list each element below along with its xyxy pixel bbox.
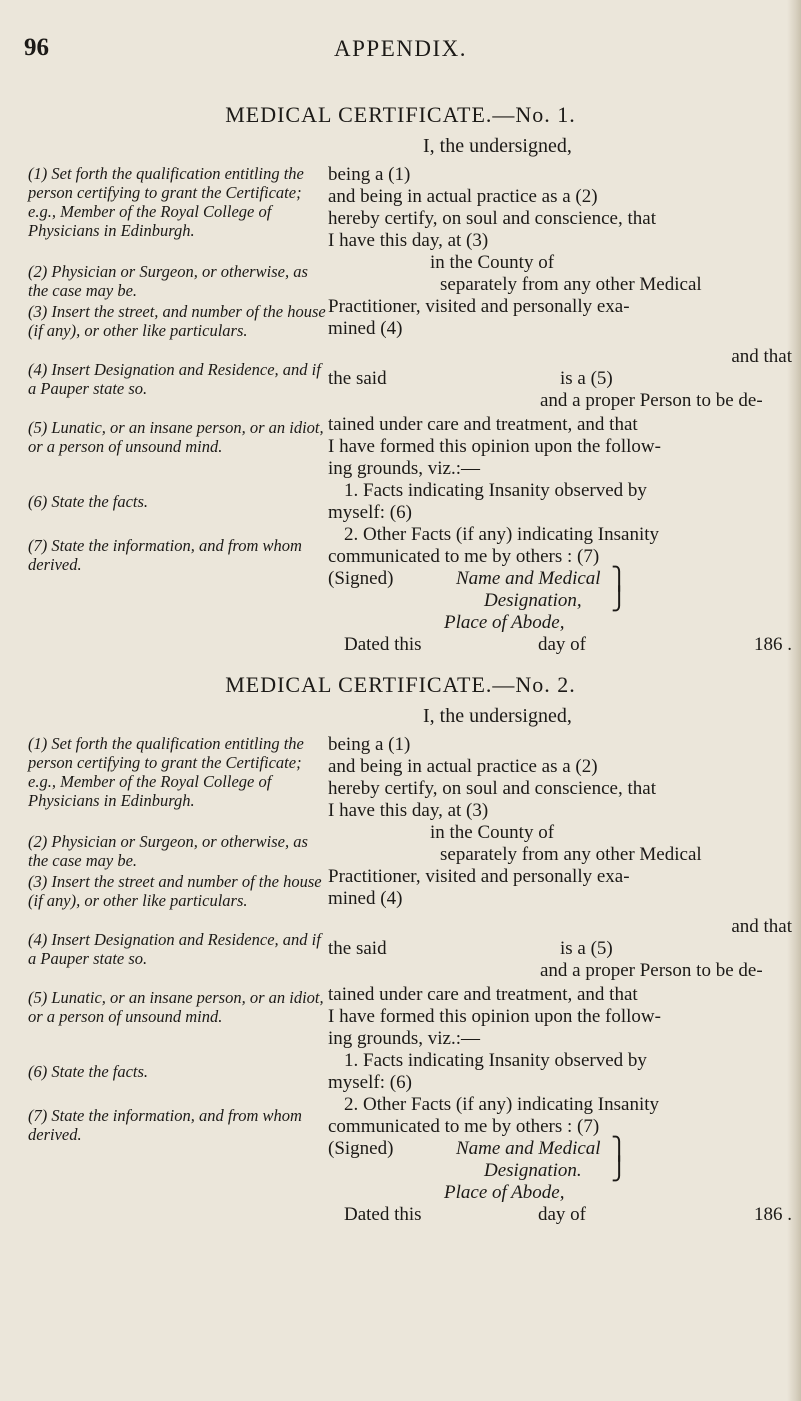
note-7: (7) State the information, and from whom derived.	[28, 1106, 302, 1144]
page-edge-shadow	[787, 0, 801, 1401]
body-line: 1. Facts indicating Insanity observed by	[344, 480, 647, 501]
note-1: (1) Set forth the qualification entitling the person certifying to grant the Certificate; e.g., Member of the Royal College of Physicians in Edinburgh.	[28, 164, 304, 240]
body-line: and being in actual practice as a (2)	[328, 756, 598, 777]
body-line: I have this day, at (3)	[328, 230, 489, 251]
body-line: is a (5)	[560, 368, 613, 389]
note-3: (3) Insert the street, and number of the house (if any), or other like particulars.	[28, 302, 326, 340]
year-label: 186 .	[754, 1204, 792, 1225]
body-line: and that	[731, 346, 792, 367]
body-line: the said	[328, 938, 387, 959]
body-line: hereby certify, on soul and conscience, that	[328, 778, 656, 799]
signed-label: (Signed)	[328, 568, 394, 589]
body-line: in the County of	[430, 252, 555, 273]
body-line: separately from any other Medical	[440, 274, 702, 295]
body-line: myself: (6)	[328, 502, 412, 523]
undersigned-line: I, the undersigned,	[423, 135, 572, 157]
note-4: (4) Insert Designation and Residence, and if a Pauper state so.	[28, 930, 321, 968]
body-line: 2. Other Facts (if any) indicating Insanity	[344, 524, 660, 545]
brace: ⎭	[611, 1156, 628, 1181]
brace: ⎭	[611, 586, 628, 611]
note-7: (7) State the information, and from whom derived.	[28, 536, 302, 574]
day-of-label: day of	[538, 634, 587, 655]
note-5: (5) Lunatic, or an insane person, or an idiot, or a person of unsound mind.	[28, 988, 324, 1026]
certificate-title: MEDICAL CERTIFICATE.—No. 2.	[225, 672, 576, 697]
body-line: is a (5)	[560, 938, 613, 959]
year-label: 186 .	[754, 634, 792, 655]
note-2: (2) Physician or Surgeon, or otherwise, as the case may be.	[28, 262, 308, 300]
day-of-label: day of	[538, 1204, 587, 1225]
signed-label: (Signed)	[328, 1138, 394, 1159]
body-line: being a (1)	[328, 164, 411, 185]
body-line: communicated to me by others : (7)	[328, 1116, 600, 1137]
body-line: in the County of	[430, 822, 555, 843]
brace: ⎫	[611, 1136, 628, 1161]
signature-designation-field: Designation.	[484, 1160, 582, 1181]
signature-designation-field: Designation,	[484, 590, 582, 611]
body-line: I have formed this opinion upon the follow-	[328, 1006, 661, 1027]
place-of-abode-field: Place of Abode,	[444, 612, 565, 633]
body-line: hereby certify, on soul and conscience, that	[328, 208, 656, 229]
body-line: myself: (6)	[328, 1072, 412, 1093]
brace: ⎫	[611, 566, 628, 591]
body-line: ing grounds, viz.:—	[328, 458, 480, 479]
body-line: Practitioner, visited and personally exa-	[328, 296, 630, 317]
dated-label: Dated this	[344, 1204, 422, 1225]
body-line: communicated to me by others : (7)	[328, 546, 600, 567]
body-line: mined (4)	[328, 318, 403, 339]
body-line: and a proper Person to be de-	[540, 960, 763, 981]
signature-name-field: Name and Medical	[456, 1138, 601, 1159]
body-line: 2. Other Facts (if any) indicating Insanity	[344, 1094, 660, 1115]
note-6: (6) State the facts.	[28, 492, 149, 511]
body-line: the said	[328, 368, 387, 389]
note-2: (2) Physician or Surgeon, or otherwise, as the case may be.	[28, 832, 308, 870]
note-1: (1) Set forth the qualification entitling the person certifying to grant the Certificate; e.g., Member of the Royal College of Physicians in Edinburgh.	[28, 734, 304, 810]
page-number: 96	[24, 34, 49, 61]
body-line: and being in actual practice as a (2)	[328, 186, 598, 207]
body-line: tained under care and treatment, and that	[328, 984, 638, 1005]
note-5: (5) Lunatic, or an insane person, or an idiot, or a person of unsound mind.	[28, 418, 324, 456]
body-line: being a (1)	[328, 734, 411, 755]
undersigned-line: I, the undersigned,	[423, 705, 572, 727]
note-4: (4) Insert Designation and Residence, and if a Pauper state so.	[28, 360, 321, 398]
body-line: tained under care and treatment, and that	[328, 414, 638, 435]
signature-name-field: Name and Medical	[456, 568, 601, 589]
place-of-abode-field: Place of Abode,	[444, 1182, 565, 1203]
note-6: (6) State the facts.	[28, 1062, 149, 1081]
running-head: APPENDIX.	[334, 36, 467, 61]
page-header	[0, 34, 801, 68]
body-line: 1. Facts indicating Insanity observed by	[344, 1050, 647, 1071]
dated-label: Dated this	[344, 634, 422, 655]
body-line: I have formed this opinion upon the follow-	[328, 436, 661, 457]
body-line: ing grounds, viz.:—	[328, 1028, 480, 1049]
body-line: I have this day, at (3)	[328, 800, 489, 821]
body-line: separately from any other Medical	[440, 844, 702, 865]
body-line: and a proper Person to be de-	[540, 390, 763, 411]
body-line: and that	[731, 916, 792, 937]
body-line: mined (4)	[328, 888, 403, 909]
certificate-title: MEDICAL CERTIFICATE.—No. 1.	[225, 102, 576, 127]
body-line: Practitioner, visited and personally exa-	[328, 866, 630, 887]
note-3: (3) Insert the street and number of the house (if any), or other like particulars.	[28, 872, 322, 910]
